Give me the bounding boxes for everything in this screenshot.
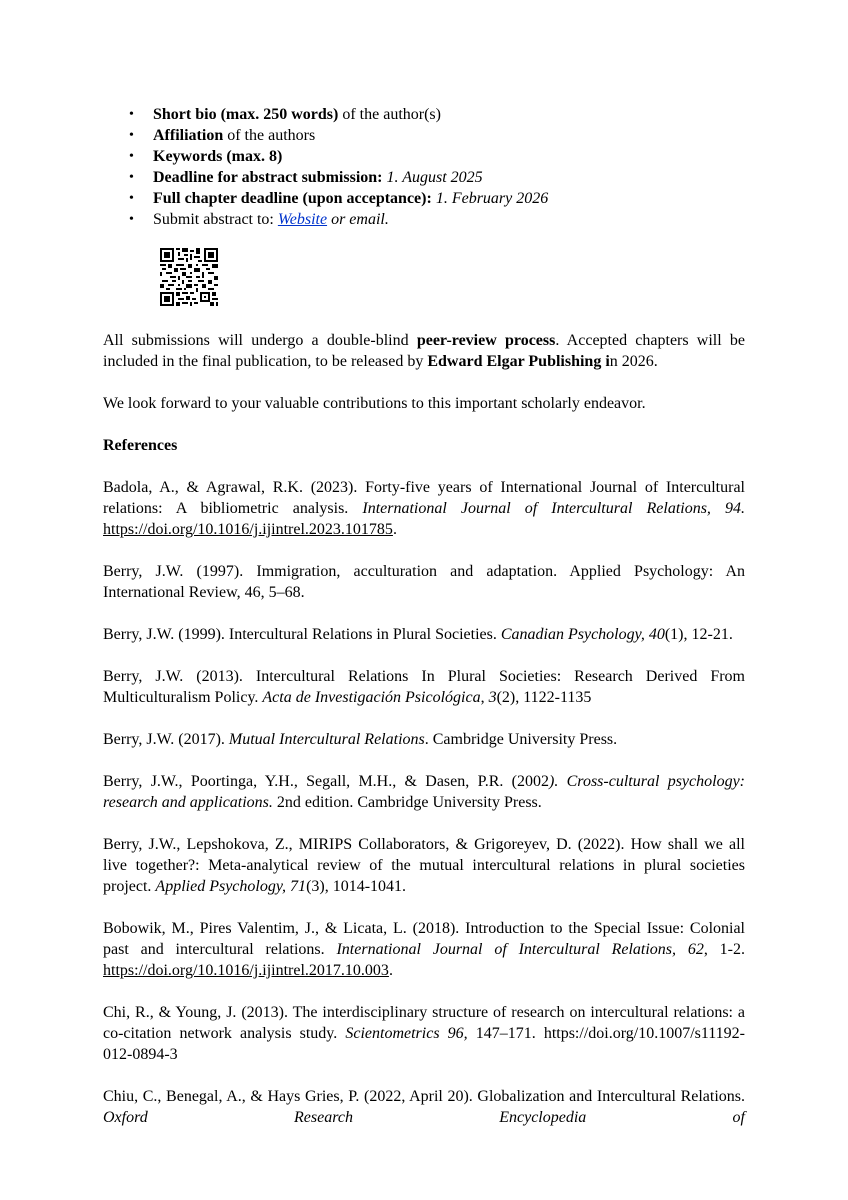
review-paragraph: All submissions will undergo a double-blind peer-review process. Accepted chapters will be included in the final publication, to be released by Edward Elgar Publishing in 2026.	[103, 332, 745, 370]
reference-entry: Berry, J.W. (1997). Immigration, acculturation and adaptation. Applied Psychology: An International Review, 46, 5–68.	[103, 563, 745, 601]
reference-entry: Berry, J.W. (2017). Mutual Intercultural Relations. Cambridge University Press.	[103, 731, 618, 748]
doi-link[interactable]: https://doi.org/10.1016/j.ijintrel.2023.101785	[103, 521, 393, 538]
reference-entry: Berry, J.W., Poortinga, Y.H., Segall, M.H., & Dasen, P.R. (2002). Cross-cultural psychology: research and applications. 2nd edition. Cambridge University Press.	[103, 773, 745, 811]
list-item: • Submit abstract to: Website or email.	[103, 209, 745, 230]
list-item: • Keywords (max. 8)	[103, 146, 745, 167]
submission-requirements-list	[103, 104, 745, 230]
closing-paragraph: We look forward to your valuable contributions to this important scholarly endeavor.	[103, 395, 646, 412]
references-heading: References	[103, 437, 178, 454]
website-link[interactable]: Website	[277, 211, 328, 228]
list-item: • Short bio (max. 250 words) of the author(s)	[103, 104, 745, 125]
list-item: • Full chapter deadline (upon acceptance): 1. February 2026	[103, 188, 745, 209]
reference-entry: Chiu, C., Benegal, A., & Hays Gries, P. (2022, April 20). Globalization and Intercultural Relations. Oxford Research Encyclopedia of	[103, 1088, 745, 1126]
list-item: • Affiliation of the authors	[103, 125, 745, 146]
doi-link[interactable]: https://doi.org/10.1016/j.ijintrel.2017.10.003	[103, 962, 389, 979]
reference-entry: Bobowik, M., Pires Valentim, J., & Licata, L. (2018). Introduction to the Special Issue: Colonial past and intercultural relations. International Journal of Intercultural Relations, 62, 1-2. https://doi.org/10.1016/j.ijintrel.2017.10.003.	[103, 920, 746, 979]
reference-entry: Badola, A., & Agrawal, R.K. (2023). Forty-five years of International Journal of Intercultural relations: A bibliometric analysis. International Journal of Intercultural Relations, 94. https://doi.org/10.1016/j.ijintrel.2023.101785.	[103, 479, 746, 538]
reference-entry: Berry, J.W. (2013). Intercultural Relations In Plural Societies: Research Derived From Multiculturalism Policy. Acta de Investigación Psicológica, 3(2), 1122-1135	[103, 668, 745, 706]
document-page	[103, 104, 745, 1128]
list-item: • Deadline for abstract submission: 1. August 2025	[103, 167, 745, 188]
reference-entry: Berry, J.W. (1999). Intercultural Relations in Plural Societies. Canadian Psychology, 40(1), 12-21.	[103, 626, 733, 643]
reference-entry: Berry, J.W., Lepshokova, Z., MIRIPS Collaborators, & Grigoreyev, D. (2022). How shall we all live together?: Meta-analytical review of the mutual intercultural relations in plural societies project. Applied Psychology, 71(3), 1014-1041.	[103, 836, 745, 895]
qr-code-icon	[160, 248, 218, 306]
reference-entry: Chi, R., & Young, J. (2013). The interdisciplinary structure of research on intercultural relations: a co-citation network analysis study. Scientometrics 96, 147–171. https://doi.org/10.1007/s11192-012-0894-3	[103, 1004, 746, 1063]
